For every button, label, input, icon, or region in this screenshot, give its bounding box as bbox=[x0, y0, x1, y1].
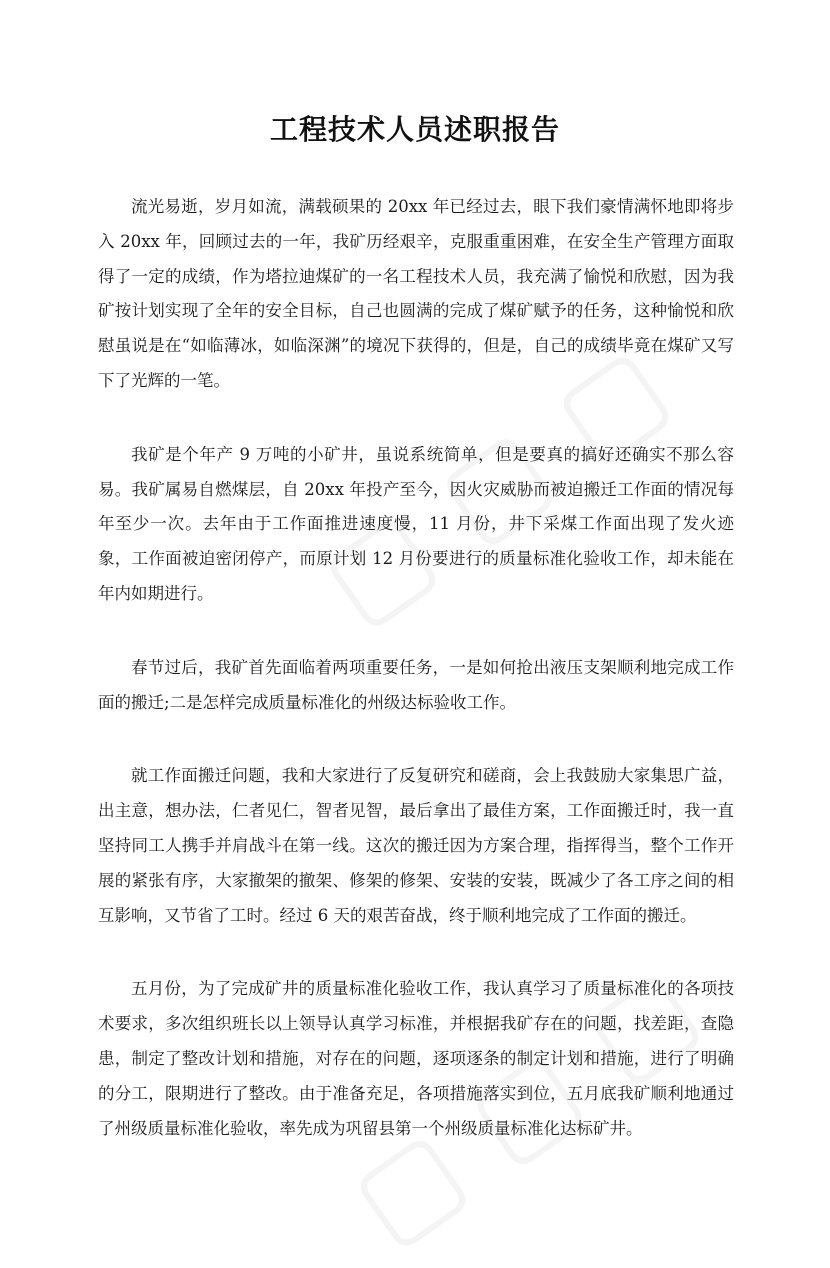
paragraph: 我矿是个年产 9 万吨的小矿井，虽说系统简单，但是要真的搞好还确实不那么容易。我矿属易自燃煤层，自 20xx 年投产至今，因火灾威胁而被迫搬迁工作面的情况每年至少一次。去年由于工作面推进速度慢，11 月份，井下采煤工作面出现了发火迹象，工作面被迫密闭停产，而原计划 12 月份要进行的质量标准化验收工作，却未能在年内如期进行。 bbox=[98, 444, 734, 603]
paragraph: 五月份，为了完成矿井的质量标准化验收工作，我认真学习了质量标准化的各项技术要求，多次组织班长以上领导认真学习标准，并根据我矿存在的问题，找差距，查隐患，制定了整改计划和措施，对存在的问题，逐项逐条的制定计划和措施，进行了明确的分工，限期进行了整改。由于准备充足，各项措施落实到位，五月底我矿顺利地通过了州级质量标准化验收，率先成为巩留县第一个州级质量标准化达标矿井。 bbox=[98, 979, 734, 1138]
document-body bbox=[98, 190, 734, 1185]
paragraph: 就工作面搬迁问题，我和大家进行了反复研究和磋商，会上我鼓励大家集思广益，出主意，想办法，仁者见仁，智者见智，最后拿出了最佳方案，工作面搬迁时，我一直坚持同工人携手并肩战斗在第一线。这次的搬迁因为方案合理，指挥得当，整个工作开展的紧张有序，大家撤架的撤架、修架的修架、安装的安装，既减少了各工序之间的相互影响，又节省了工时。经过 6 天的艰苦奋战，终于顺利地完成了工作面的搬迁。 bbox=[98, 766, 734, 925]
paragraph: 流光易逝，岁月如流，满载硕果的 20xx 年已经过去，眼下我们豪情满怀地即将步入 20xx 年，回顾过去的一年，我矿历经艰辛，克服重重困难，在安全生产管理方面取得了一定的成绩，作为塔拉迪煤矿的一名工程技术人员，我充满了愉悦和欣慰，因为我矿按计划实现了全年的安全目标，自己也圆满的完成了煤矿赋予的任务，这种愉悦和欣慰虽说是在“如临薄冰，如临深渊”的境况下获得的，但是，自己的成绩毕竟在煤矿又写下了光辉的一笔。 bbox=[98, 197, 734, 390]
paragraph: 春节过后，我矿首先面临着两项重要任务，一是如何抢出液压支架顺利地完成工作面的搬迁;二是怎样完成质量标准化的州级达标验收工作。 bbox=[98, 657, 734, 712]
page-title: 工程技术人员述职报告 bbox=[269, 113, 560, 146]
